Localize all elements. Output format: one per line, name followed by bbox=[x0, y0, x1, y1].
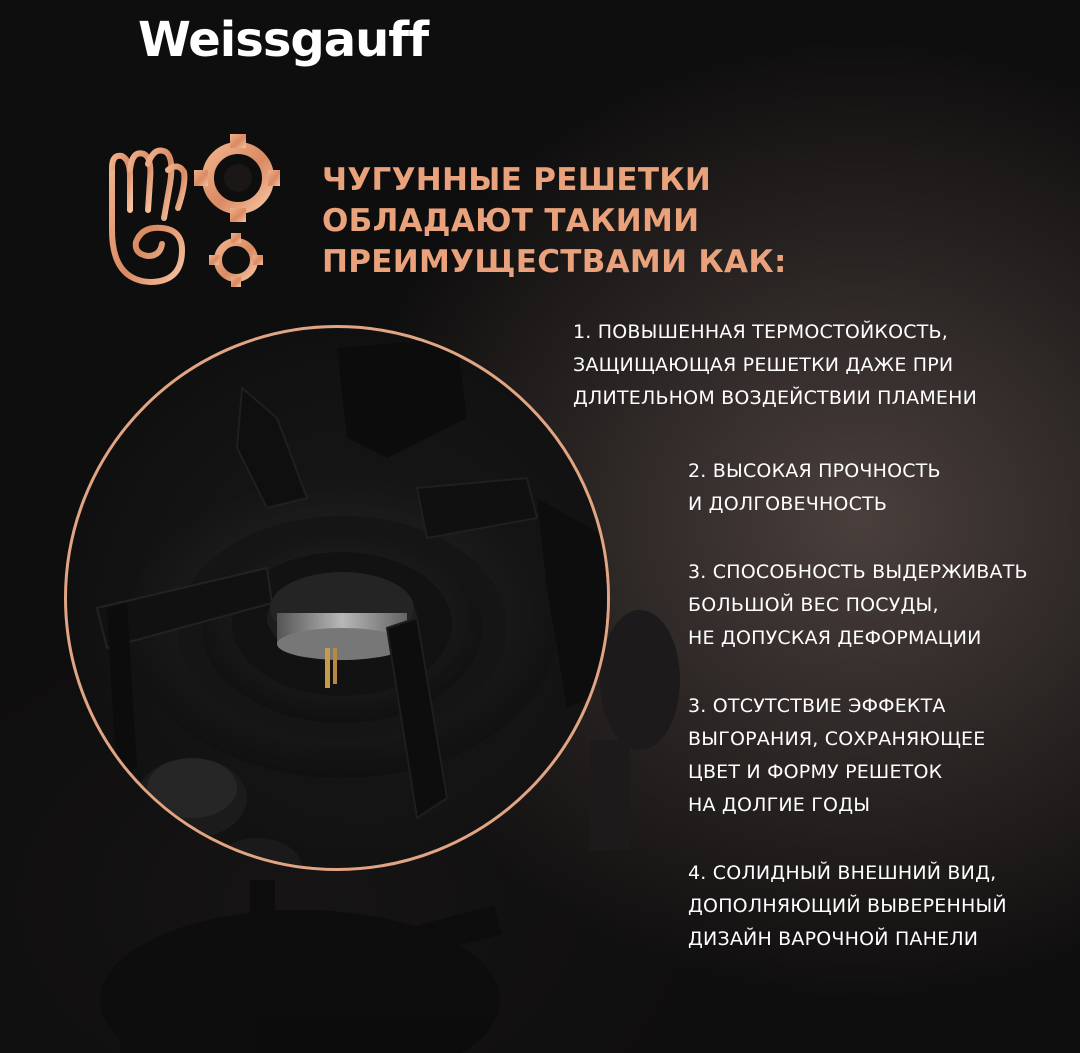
benefit-line: 2. ВЫСОКАЯ ПРОЧНОСТЬ bbox=[688, 460, 941, 482]
brand-logo: Weissgauff bbox=[138, 12, 429, 68]
grate-small-icon bbox=[209, 233, 263, 287]
headline-line: ПРЕИМУЩЕСТВАМИ КАК: bbox=[322, 244, 787, 280]
benefit-line: И ДОЛГОВЕЧНОСТЬ bbox=[688, 493, 888, 515]
benefit-line: 3. СПОСОБНОСТЬ ВЫДЕРЖИВАТЬ bbox=[688, 561, 1028, 583]
benefit-line: БОЛЬШОЙ ВЕС ПОСУДЫ, bbox=[688, 594, 939, 616]
burner-grate-illustration bbox=[67, 328, 610, 871]
benefit-item bbox=[688, 556, 1028, 655]
benefit-item bbox=[688, 857, 1007, 956]
benefit-line: ЦВЕТ И ФОРМУ РЕШЕТОК bbox=[688, 761, 943, 783]
grate-large-icon bbox=[194, 134, 280, 222]
headline-line: ЧУГУННЫЕ РЕШЕТКИ bbox=[322, 162, 712, 198]
benefit-line: ЗАЩИЩАЮЩАЯ РЕШЕТКИ ДАЖЕ ПРИ bbox=[573, 354, 954, 376]
benefit-line: ДИЗАЙН ВАРОЧНОЙ ПАНЕЛИ bbox=[688, 928, 979, 950]
headline bbox=[322, 160, 882, 283]
benefit-line: НА ДОЛГИЕ ГОДЫ bbox=[688, 794, 871, 816]
benefit-line: ДОПОЛНЯЮЩИЙ ВЫВЕРЕННЫЙ bbox=[688, 895, 1007, 917]
benefit-line: ВЫГОРАНИЯ, СОХРАНЯЮЩЕЕ bbox=[688, 728, 986, 750]
benefit-item bbox=[688, 455, 941, 521]
ok-hand-icon bbox=[112, 151, 184, 283]
benefit-line: 1. ПОВЫШЕННАЯ ТЕРМОСТОЙКОСТЬ, bbox=[573, 321, 948, 343]
hero-icon-group bbox=[90, 130, 280, 300]
benefit-line: 4. СОЛИДНЫЙ ВНЕШНИЙ ВИД, bbox=[688, 862, 997, 884]
benefit-line: 3. ОТСУТСТВИЕ ЭФФЕКТА bbox=[688, 695, 946, 717]
benefit-item bbox=[688, 690, 985, 822]
headline-line: ОБЛАДАЮТ ТАКИМИ bbox=[322, 203, 700, 239]
benefit-line: ДЛИТЕЛЬНОМ ВОЗДЕЙСТВИИ ПЛАМЕНИ bbox=[573, 387, 978, 409]
burner-photo-circle bbox=[64, 325, 610, 871]
benefit-item bbox=[573, 316, 977, 415]
benefit-line: НЕ ДОПУСКАЯ ДЕФОРМАЦИИ bbox=[688, 627, 982, 649]
